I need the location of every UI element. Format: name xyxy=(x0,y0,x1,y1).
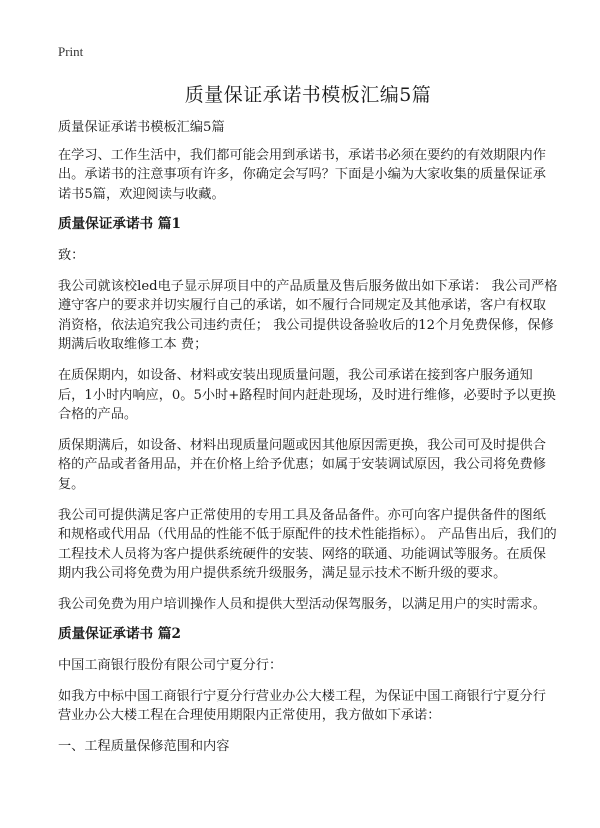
section1-paragraph-2: 在质保期内，如设备、材料或安装出现质量问题，我公司承诺在接到客户服务通知后，1小时内响应，0。5小时+路程时间内赶赴现场，及时进行维修，必要时予以更换合格的产品。 xyxy=(58,367,556,423)
intro-paragraph: 在学习、工作生活中，我们都可能会用到承诺书，承诺书必须在要约的有效期限内作出。承诺书的注意事项有许多，你确定会写吗？下面是小编为大家收集的质量保证承诺书5篇，欢迎阅读与收藏。 xyxy=(58,147,546,202)
section2-paragraph-1: 如我方中标中国工商银行宁夏分行营业办公大楼工程，为保证中国工商银行宁夏分行营业办公大楼工程在合理使用期限内正常使用，我方做如下承诺： xyxy=(58,688,546,724)
document-body xyxy=(58,118,558,767)
section1-paragraph-5: 我公司免费为用户培训操作人员和提供大型活动保驾服务，以满足用户的实时需求。 xyxy=(58,596,546,612)
section2-paragraph-2: 一、工程质量保修范围和内容 xyxy=(58,738,230,754)
section-heading-1: 质量保证承诺书 篇1 xyxy=(58,216,181,233)
section1-paragraph-4: 我公司可提供满足客户正常使用的专用工具及备品备件。亦可向客户提供备件的图纸和规格或代用品（代用品的性能不低于原配件的技术性能指标）。 产品售出后，我们的工程技术人员将为客户提供系统硬件的安装、网络的联通、功能调试等服务。在质保期内我公司将免费为用户提供系统升级服务，满足显示技术不断升级的要求。 xyxy=(58,507,557,582)
section-heading-2: 质量保证承诺书 篇2 xyxy=(58,626,181,643)
section1-paragraph-3: 质保期满后，如设备、材料出现质量问题或因其他原因需更换，我公司可及时提供合格的产品或者备用品，并在价格上给予优惠；如属于安装调试原因，我公司将免费修复。 xyxy=(58,437,546,492)
document-subtitle: 质量保证承诺书模板汇编5篇 xyxy=(58,120,225,135)
section1-salutation: 致： xyxy=(58,247,85,263)
section1-paragraph-1: 我公司就该校led电子显示屏项目中的产品质量及售后服务做出如下承诺： 我公司严格遵守客户的要求并切实履行自己的承诺，如不履行合同规定及其他承诺，客户有权取消资格，依法追究我公司违约责任； 我公司提供设备验收后的12个月免费保修，保修期满后收取维修工本 费； xyxy=(58,278,558,353)
section2-salutation: 中国工商银行股份有限公司宁夏分行： xyxy=(58,658,283,674)
page-title: 质量保证承诺书模板汇编5篇 xyxy=(184,84,432,106)
print-link[interactable]: Print xyxy=(58,44,84,59)
